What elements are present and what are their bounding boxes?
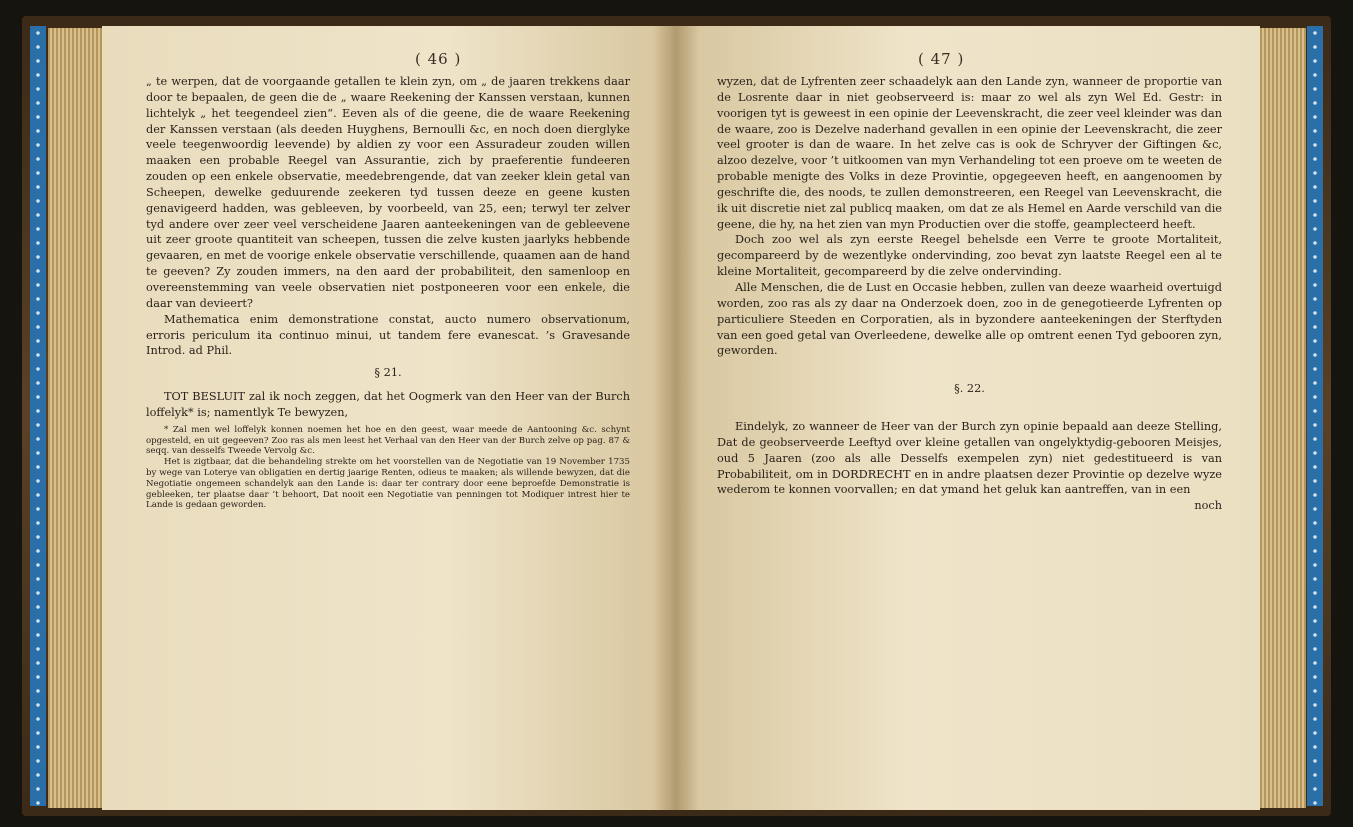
left-paragraph-2: Mathematica enim demonstratione constat, aucto numero observationum, erroris periculum ita continuo minui, ut tandem fere evanescat. ’s Gravesande Introd. ad Phil.	[146, 312, 630, 358]
footnote-2: Het is zigtbaar, dat die behandeling strekte om het voorstellen van de Negotiatie van 19 November 1735 by wege van Loterye van obligatien en dertig jaarige Renten, odieus te maaken; als willende bewyzen, dat die Negotiatie ongemeen schandelyk aan den Lande is: daar ter contrary door eene beproefde Demonstratie is gebleeken, ter plaatse daar ’t behoort, Dat nooit een Negotiatie van penningen tot Modiquer intrest hier te Lande is gedaan geworden.	[146, 457, 630, 511]
catchword: noch	[1194, 499, 1222, 513]
right-paragraph-2: Doch zoo wel als zyn eerste Reegel behelsde een Verre te groote Mortaliteit, gecompareerd by de wezentlyke ondervinding, zoo bevat zyn laatste Reegel een al te kleine Mortaliteit, gecompareerd by die zelve ondervinding.	[717, 233, 1222, 279]
left-page-number: ( 46 )	[415, 50, 462, 68]
right-section-heading: §. 22.	[954, 382, 985, 396]
left-binding-strip	[30, 26, 46, 806]
left-paragraph-3: TOT BESLUIT zal ik noch zeggen, dat het Oogmerk van den Heer van der Burch loffelyk* is; namentlyk Te bewyzen,	[146, 390, 630, 419]
left-footnotes	[146, 425, 630, 511]
right-binding-strip	[1307, 26, 1323, 806]
footnote-1: * Zal men wel loffelyk konnen noemen het hoe en den geest, waar meede de Aantooning &c. schynt opgesteld, en uit gegeeven? Zoo ras als men leest het Verhaal van den Heer van der Burch zelve op pag. 87 & seqq. van desselfs Tweede Vervolg &c.	[146, 424, 630, 457]
right-page-number: ( 47 )	[918, 50, 965, 68]
right-page-text	[717, 74, 1222, 514]
left-page-edges	[48, 28, 108, 808]
left-paragraph-1: „ te werpen, dat de voorgaande getallen te klein zyn, om „ de jaaren trekkens daar door te bepaalen, de geen die de „ waare Reekening der Kanssen verstaan, kunnen lichtelyk „ het teegendeel zien“. Eeven als of die geene, die de waare Reekening der Kanssen verstaan (als deeden Huyghens, Bernoulli &c, en noch doen dierglyke veele teegenwoordig leevende) by aldien zy voor een Assuradeur zouden willen maaken een probable Reegel van Assurantie, zich by praeferentie fundeeren zouden op een enkele observatie, meedebrengende, dat van zeeker klein getal van Scheepen, dewelke geduurende zeekeren tyd tussen deeze en geene kusten genavigeerd hadden, was gebleeven, by voorbeeld, van 25, een; terwyl ter zelver tyd andere over zeer veel verscheidene Jaaren aanteekeningen van de gebleevene uit zeer groote quantiteit van scheepen, tussen die zelve kusten jaarlyks hebbende gevaaren, en met de voorige enkele observatie verschillende, quaamen aan de hand te geeven? Zy zouden immers, na den aard der probabiliteit, den samenloop en overeenstemming van veele observatien niet postponeeren voor een enkele, die daar van devieert?	[146, 75, 630, 310]
right-paragraph-4: Eindelyk, zo wanneer de Heer van der Burch zyn opinie bepaald aan deeze Stelling, Dat de geobserveerde Leeftyd over kleine getallen van ongelyktydig-gebooren Meisjes, oud 5 Jaaren (zoo als alle Desselfs exempelen zyn) niet gedestitueerd is van Probabiliteit, om in DORDRECHT en in andre plaatsen dezer Provintie op dezelve wyze wederom te konnen voorvallen; en dat ymand het geluk kan aantreffen, van in een	[717, 420, 1222, 497]
right-page-edges	[1258, 28, 1306, 808]
right-paragraph-3: Alle Menschen, die de Lust en Occasie hebben, zullen van deeze waarheid overtuigd worden, zoo ras als zy daar na Onderzoek doen, zoo in de genegotieerde Lyfrenten op particuliere Steeden en Corporatien, als in byzondere aanteekeningen der Sterftyden van een goed getal van Overleedene, dewelke alle op omtrent eenen Tyd gebooren zyn, geworden.	[717, 280, 1222, 358]
right-paragraph-1: wyzen, dat de Lyfrenten zeer schaadelyk aan den Lande zyn, wanneer de proportie van de Losrente daar in niet geobserveerd is: maar zo wel als zyn Wel Ed. Gestr: in voorigen tyt is geweest in een opinie der Leevenskracht, die zeer veel kleinder was dan de waare, zoo is Dezelve naderhand gevallen in een opinie der Leevenskracht, die zeer veel grooter is dan de waare. In het zelve cas is ook de Schryver der Giftingen &c, alzoo dezelve, voor ’t uitkoomen van myn Verhandeling tot een proeve om te weeten de probable menigte des Volks in deze Provintie, opgegeeven heeft, en aangenoomen by geschrifte die, des noods, te zullen demonstreeren, een Reegel van Leevenskracht, die ik uit discretie niet zal publicq maaken, om dat ze als Hemel en Aarde verschild van die geene, die hy, na het zien van myn Productien over die stoffe, geamplecteerd heeft.	[717, 75, 1222, 231]
left-page-text	[146, 74, 630, 511]
left-section-heading: § 21.	[374, 366, 402, 380]
